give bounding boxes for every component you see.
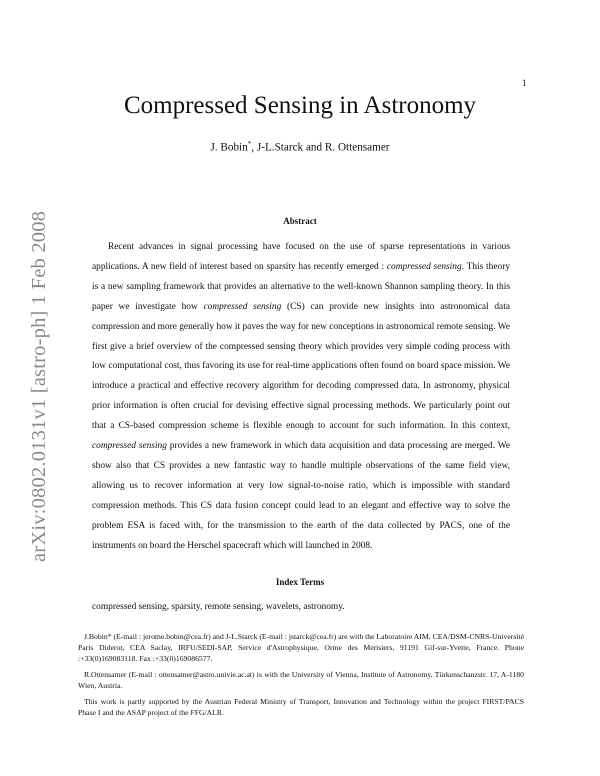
abstract-body	[92, 238, 510, 557]
author-list	[0, 140, 600, 154]
page-number: 1	[522, 78, 527, 88]
index-terms-heading: Index Terms	[275, 577, 325, 587]
author-footnote-marker: *	[247, 140, 252, 148]
author-first: J. Bobin	[210, 141, 248, 154]
abstract-text-1: Recent advances in signal processing have focused on the use of sparse representations in various applications. A new field of interest based on sparsity has recently emerged :	[92, 242, 510, 272]
footnote-affiliation-2: R.Ottensamer (E-mail : ottensamer@astro.univie.ac.at) is with the University of Vienna, Institute of Astronomy, Türkenschanzstr. 17, A-1180 Wien, Austria.	[78, 670, 524, 690]
footnotes	[78, 631, 524, 723]
abstract-text-3: (CS) can provide new insights into astronomical data compression and more generally how it paves the way for new conceptions in astronomical remote sensing. We first give a brief overview of the compressed sensing theory which provides very simple coding process with low computational cost, thus favoring its use for real-time applications often found on board space mission. We introduce a practical and effective recovery algorithm for decoding compressed data. In astronomy, physical prior information is often crucial for devising effective signal processing methods. We particularly point out that a CS-based compression scheme is flexible enough to account for such information. In this context,	[92, 301, 510, 432]
abstract-emphasis-2: compressed sensing	[203, 301, 282, 312]
abstract-text-2: . This theory is a new sampling framework that provides an alternative to the well-known Shannon sampling theory. In this paper we investigate how	[92, 261, 511, 312]
footnote-funding: This work is partly supported by the Austrian Federal Ministry of Transport, Innovation and Technology within the project FIRST/PACS Phase I and the ASAP project of the FFG/ALR.	[78, 697, 524, 717]
index-terms-text: compressed sensing, sparsity, remote sensing, wavelets, astronomy.	[92, 602, 345, 612]
abstract-emphasis-3: compressed sensing	[92, 441, 167, 452]
abstract-heading: Abstract	[283, 216, 317, 226]
abstract-text-4: provides a new framework in which data acquisition and data processing are merged. We show also that CS provides a new fantastic way to handle multiple observations of the same field view, allowing us to recover information at very low signal-to-noise ratio, which is impossible with standard compression methods. This CS data fusion concept could lead to an elegant and effective way to solve the problem ESA is faced with, for the transmission to the earth of the data collected by PACS, one of the instruments on board the Herschel spacecraft which will launched in 2008.	[92, 441, 510, 551]
footnote-affiliation-1: J.Bobin* (E-mail : jerome.bobin@cea.fr) and J-L.Starck (E-mail : jstarck@cea.fr) are with the Laboratoire AIM, CEA/DSM-CNRS-Université Paris Diderot, CEA Saclay, IRFU/SEDI-SAP, Service d'Astrophysique, Orme des Merisiers, 91191 Gif-sur-Yvette, France. Phone :+33(0)169083118. Fax :+33(0)169086577.	[78, 632, 524, 663]
abstract-emphasis-1: compressed sensing	[386, 261, 462, 272]
paper-title: Compressed Sensing in Astronomy	[123, 92, 477, 119]
arxiv-stamp: arXiv:0802.0131v1 [astro-ph] 1 Feb 2008	[28, 210, 50, 562]
author-rest: , J-L.Starck and R. Ottensamer	[251, 141, 390, 154]
